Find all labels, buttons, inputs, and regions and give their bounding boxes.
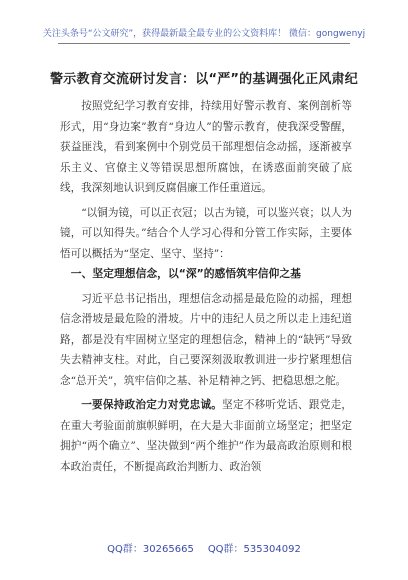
document-title: 警示教育交流研讨发言：以“严”的基调强化正风肃纪 — [50, 72, 358, 87]
paragraph-lead-text: 坚定不移听党话、跟党走，在重大考验面前旗帜鲜明，在大是大非面前立场坚定；把坚定拥护“两个确立”、坚决做到“两个维护”作为最高政治原则和根本政治责任，不断提高政治判断力、政治领 — [60, 399, 353, 473]
paragraph-quote: “以铜为镜，可以正衣冠；以古为镜，可以鉴兴衰；以人为镜，可以知得失。”结合个人学习心得和分管工作实际，主要体悟可以概括为“坚定、坚守、坚持”： — [60, 206, 352, 260]
section-heading-1: 一、坚定理想信念，以“深”的感悟筑牢信仰之基 — [70, 267, 301, 280]
paragraph-intro: 按照党纪学习教育安排，持续用好警示教育、案例剖析等形式，用“身边案”教育“身边人”的警示教育，使我深受警醒，获益匪浅，看到案例中个别党员干部理想信念动摇，逐渐被享乐主义、官僚主义等错误思想所腐蚀，在诱惑面前突破了底线，我深刻地认识到反腐倡廉工作任重道远。 — [60, 100, 352, 194]
header-banner: 关注头条号“公文研究”，获得最新最全最专业的公文资料库！ 微信：gongwenyj — [42, 29, 366, 39]
paragraph-lead: 一要保持政治定力对党忠诚。 — [81, 399, 223, 411]
header-divider — [58, 43, 350, 44]
paragraph-section-1: 习近平总书记指出，理想信念动摇是最危险的动摇，理想信念滑坡是最危险的滑坡。片中的违纪人员之所以走上违纪道路，都是没有牢固树立坚定的理想信念，精神上的“缺钙”导致失去精神支柱。对此，自己要深刻汲取教训进一步拧紧理想信念“总开关”，筑牢信仰之基、补足精神之钙、把稳思想之舵。 — [60, 292, 352, 387]
paragraph-section-2 — [60, 395, 352, 477]
footer-qq-group-2: QQ群：535304092 — [207, 544, 301, 555]
document-body — [60, 96, 352, 477]
footer-qq-group-1: QQ群：30265665 — [107, 544, 194, 555]
footer — [0, 540, 408, 555]
